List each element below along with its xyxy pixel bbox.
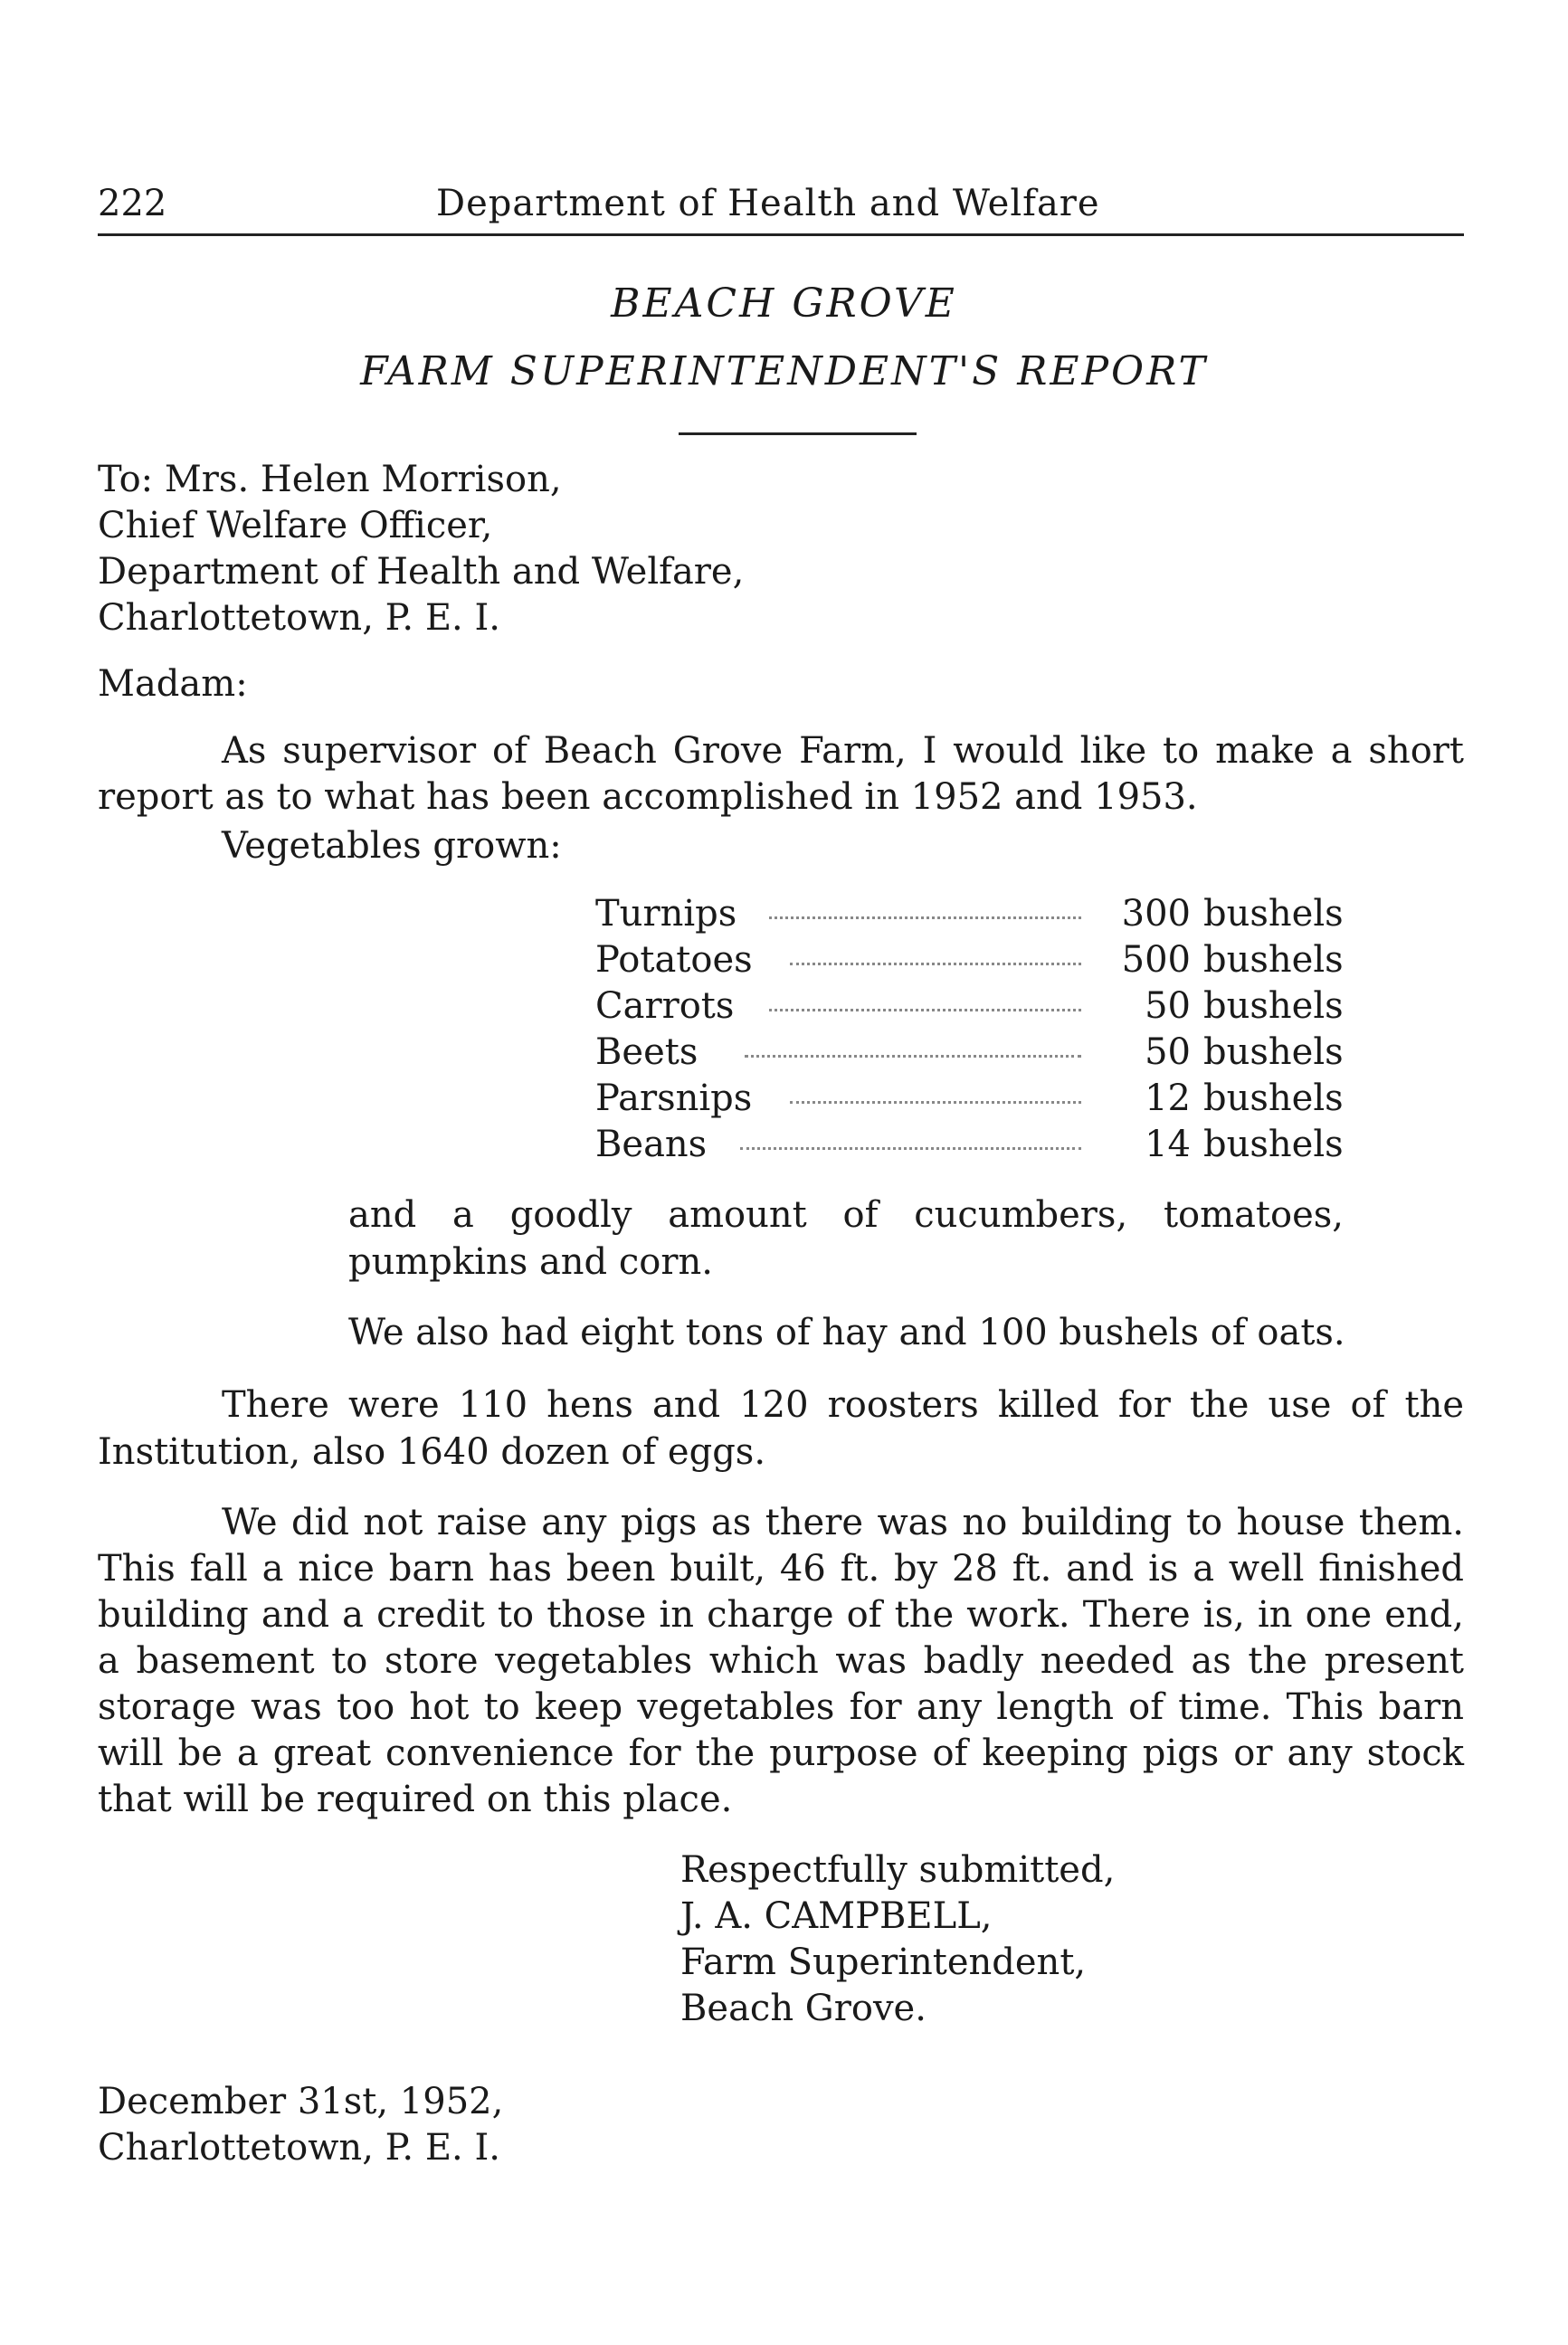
barn-line2: This fall a nice barn has been built, 46 ft. by 28 ft. and is a well finished xyxy=(98,1548,1464,1590)
report-title-line1: BEACH GROVE xyxy=(611,280,957,327)
leader-dots xyxy=(790,1101,1081,1104)
salutation: Madam: xyxy=(98,663,248,705)
vegetable-unit: bushels xyxy=(1203,1031,1344,1073)
barn-line5: storage was too hot to keep vegetables for any length of time. This barn xyxy=(98,1686,1464,1728)
goodly-line1: and a goodly amount of cucumbers, tomatoes, xyxy=(348,1194,1344,1236)
vegetable-unit: bushels xyxy=(1203,939,1344,981)
vegetable-quantity: 300 xyxy=(1121,893,1191,935)
intro-line2: report as to what has been accomplished in 1952 and 1953. xyxy=(98,776,1198,818)
signature-line4: Beach Grove. xyxy=(680,1988,927,2029)
leader-dots xyxy=(769,1009,1081,1011)
leader-dots xyxy=(745,1055,1081,1058)
signature-line2: J. A. CAMPBELL, xyxy=(680,1895,993,1937)
hay-paragraph: We also had eight tons of hay and 100 bushels of oats. xyxy=(348,1312,1345,1353)
vegetable-quantity: 50 xyxy=(1145,985,1191,1027)
page-number: 222 xyxy=(98,183,167,224)
intro-line1: As supervisor of Beach Grove Farm, I would like to make a short xyxy=(222,730,1464,772)
vegetable-unit: bushels xyxy=(1203,1124,1344,1165)
dateline-line2: Charlottetown, P. E. I. xyxy=(98,2127,500,2169)
vegetable-quantity: 12 xyxy=(1145,1078,1191,1119)
goodly-line2: pumpkins and corn. xyxy=(348,1241,713,1283)
report-title-line2: FARM SUPERINTENDENT'S REPORT xyxy=(360,348,1208,394)
addressee-line2: Chief Welfare Officer, xyxy=(98,505,493,546)
vegetables-heading: Vegetables grown: xyxy=(222,825,562,867)
header-rule xyxy=(98,233,1464,236)
vegetable-quantity: 500 xyxy=(1121,939,1191,981)
running-title: Department of Health and Welfare xyxy=(436,183,1100,224)
addressee-line4: Charlottetown, P. E. I. xyxy=(98,597,500,639)
vegetable-unit: bushels xyxy=(1203,1078,1344,1119)
leader-dots xyxy=(790,963,1081,965)
title-rule xyxy=(679,432,917,435)
vegetable-quantity: 14 xyxy=(1145,1124,1191,1165)
vegetables-table xyxy=(595,891,1346,1168)
hens-line1: There were 110 hens and 120 roosters killed for the use of the xyxy=(222,1384,1464,1426)
table-row xyxy=(595,1076,1346,1122)
table-row xyxy=(595,1122,1346,1168)
vegetable-name: Parsnips xyxy=(595,1078,753,1119)
vegetable-quantity: 50 xyxy=(1145,1031,1191,1073)
vegetable-name: Carrots xyxy=(595,985,735,1027)
signature-line1: Respectfully submitted, xyxy=(680,1849,1116,1891)
table-row xyxy=(595,937,1346,983)
table-row xyxy=(595,891,1346,937)
vegetable-name: Beets xyxy=(595,1031,698,1073)
leader-dots xyxy=(740,1147,1081,1150)
barn-line1: We did not raise any pigs as there was no building to house them. xyxy=(222,1502,1464,1543)
barn-line3: building and a credit to those in charge of the work. There is, in one end, xyxy=(98,1594,1464,1636)
barn-line7: that will be required on this place. xyxy=(98,1779,733,1820)
table-row xyxy=(595,1030,1346,1076)
barn-line4: a basement to store vegetables which was badly needed as the present xyxy=(98,1640,1464,1682)
hens-line2: Institution, also 1640 dozen of eggs. xyxy=(98,1431,766,1473)
dateline-line1: December 31st, 1952, xyxy=(98,2081,504,2122)
vegetable-name: Beans xyxy=(595,1124,708,1165)
addressee-line3: Department of Health and Welfare, xyxy=(98,551,745,593)
table-row xyxy=(595,983,1346,1030)
vegetable-unit: bushels xyxy=(1203,985,1344,1027)
barn-line6: will be a great convenience for the purpose of keeping pigs or any stock xyxy=(98,1733,1464,1774)
vegetable-name: Turnips xyxy=(595,893,737,935)
leader-dots xyxy=(769,916,1081,919)
vegetable-unit: bushels xyxy=(1203,893,1344,935)
vegetable-name: Potatoes xyxy=(595,939,753,981)
addressee-line1: To: Mrs. Helen Morrison, xyxy=(98,459,562,500)
signature-line3: Farm Superintendent, xyxy=(680,1942,1087,1983)
